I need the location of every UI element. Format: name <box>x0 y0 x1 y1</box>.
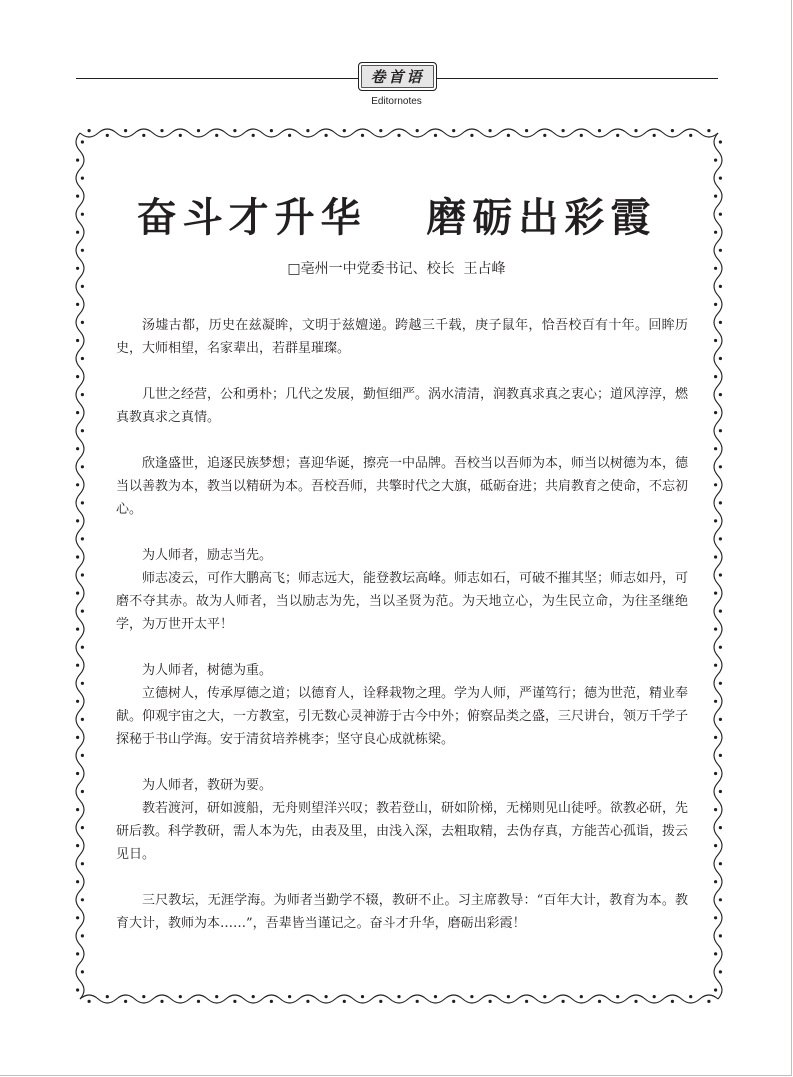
vine-leaf <box>719 682 722 685</box>
vine-leaf <box>452 1000 455 1003</box>
vine-leaf <box>598 129 601 132</box>
vine-leaf <box>88 129 91 132</box>
vine-leaf <box>719 898 722 901</box>
vine-leaf <box>543 995 546 998</box>
vine-leaf <box>76 159 79 162</box>
vine-leaf <box>719 610 722 613</box>
vine-leaf <box>76 700 79 703</box>
vine-leaf <box>81 140 84 143</box>
vine-leaf <box>719 537 722 540</box>
vine-leaf <box>525 1000 528 1003</box>
vine-leaf <box>714 736 717 739</box>
vine-leaf <box>81 393 84 396</box>
header-rule-right <box>437 78 718 79</box>
paragraph: 几世之经营，公和勇朴；几代之发展，勤恒细严。涡水清清，润教真求真之衷心；道风淳淳，燃真教真求之真情。 <box>116 387 689 425</box>
vine-leaf <box>306 1000 309 1003</box>
vine-leaf <box>81 826 84 829</box>
vine-leaf <box>233 1000 236 1003</box>
vine-leaf <box>76 916 79 919</box>
vine-leaf <box>76 339 79 342</box>
vine-leaf <box>543 134 546 137</box>
vine-leaf <box>714 700 717 703</box>
vine-leaf <box>719 285 722 288</box>
vine-leaf <box>489 1000 492 1003</box>
vine-leaf <box>714 592 717 595</box>
vine-leaf <box>306 129 309 132</box>
vine-leaf <box>179 995 182 998</box>
vine-leaf <box>325 995 328 998</box>
vine-leaf <box>81 610 84 613</box>
vine-leaf <box>470 995 473 998</box>
vine-leaf <box>81 862 84 865</box>
vine-leaf <box>81 790 84 793</box>
vine-leaf <box>88 1000 91 1003</box>
vine-leaf <box>325 134 328 137</box>
vine-leaf <box>179 134 182 137</box>
vine-leaf <box>416 129 419 132</box>
vine-leaf <box>215 134 218 137</box>
vine-leaf <box>707 129 710 132</box>
vine-leaf <box>719 321 722 324</box>
vine-leaf <box>452 129 455 132</box>
vine-leaf <box>252 995 255 998</box>
vine-leaf <box>689 134 692 137</box>
vine-leaf <box>719 357 722 360</box>
column-tab <box>358 62 437 91</box>
paragraph: 欣逢盛世，追逐民族梦想；喜迎华诞，擦亮一中品牌。吾校当以吾师为本，师当以树德为本，德当以善教为本，教当以精研为本。吾校吾师，共擎时代之大旗，砥砺奋进；共肩教育之使命，不忘初心。 <box>116 456 689 517</box>
vine-leaf <box>714 664 717 667</box>
vine-leaf <box>76 844 79 847</box>
vine-leaf <box>580 134 583 137</box>
vine-leaf <box>719 573 722 576</box>
vine-leaf <box>714 159 717 162</box>
vine-leaf <box>361 995 364 998</box>
vine-leaf <box>81 501 84 504</box>
paragraph: 立德树人，传承厚德之道；以德育人，诠释栽物之理。学为人师，严谨笃行；德为世范，精业奉献。仰观宇宙之大，一方教室，引无数心灵神游于古今中外；俯察品类之盛，三尺讲台，领万千学子探秘于书山学海。安于清贫培养桃李；坚守良心成就栋梁。 <box>116 686 689 747</box>
vine-leaf <box>76 592 79 595</box>
vine-leaf <box>81 682 84 685</box>
vine-leaf <box>270 129 273 132</box>
article-body <box>116 314 688 935</box>
vine-leaf <box>343 129 346 132</box>
vine-leaf <box>714 844 717 847</box>
vine-leaf <box>81 646 84 649</box>
vine-leaf <box>719 970 722 973</box>
vine-leaf <box>124 129 127 132</box>
vine-leaf <box>719 177 722 180</box>
vine-leaf <box>379 1000 382 1003</box>
vine-leaf <box>507 995 510 998</box>
vine-leaf <box>719 393 722 396</box>
vine-leaf <box>719 754 722 757</box>
vine-leaf <box>343 1000 346 1003</box>
paragraph: 汤墟古都，历史在兹凝眸，文明于兹嬗递。跨越三千载，庚子鼠年，恰吾校百有十年。回眸历史，大师相望，名家辈出，若群星璀璨。 <box>116 318 688 356</box>
vine-leaf <box>76 519 79 522</box>
vine-leaf <box>671 1000 674 1003</box>
vine-leaf <box>714 375 717 378</box>
vine-leaf <box>397 134 400 137</box>
vine-leaf <box>719 646 722 649</box>
vine-leaf <box>714 447 717 450</box>
vine-leaf <box>525 129 528 132</box>
vine-leaf <box>76 628 79 631</box>
vine-leaf <box>719 826 722 829</box>
vine-leaf <box>653 134 656 137</box>
section-heading: 为人师者，教研为要。 <box>142 778 273 793</box>
vine-leaf <box>81 285 84 288</box>
vine-leaf <box>197 129 200 132</box>
vine-leaf <box>215 995 218 998</box>
section-heading: 为人师者，树德为重。 <box>142 663 273 678</box>
vine-leaf <box>76 988 79 991</box>
vine-leaf <box>81 357 84 360</box>
vine-leaf <box>671 129 674 132</box>
vine-leaf <box>270 1000 273 1003</box>
vine-leaf <box>81 249 84 252</box>
vine-leaf <box>81 898 84 901</box>
vine-leaf <box>81 718 84 721</box>
vine-leaf <box>81 321 84 324</box>
paragraph: 师志凌云，可作大鹏高飞；师志远大，能登教坛高峰。师志如石，可破不摧其坚；师志如丹，可磨不夺其赤。故为人师者，当以励志为先，当以圣贤为范。为天地立心，为生民立命，为往圣继绝学，为万世开太平！ <box>116 571 689 632</box>
vine-leaf <box>616 134 619 137</box>
vine-leaf <box>76 736 79 739</box>
vine-leaf <box>714 339 717 342</box>
vine-leaf <box>616 995 619 998</box>
vine-leaf <box>81 465 84 468</box>
vine-leaf <box>76 952 79 955</box>
vine-leaf <box>81 573 84 576</box>
vine-leaf <box>397 995 400 998</box>
vine-leaf <box>719 934 722 937</box>
vine-leaf <box>580 995 583 998</box>
vine-leaf <box>719 140 722 143</box>
vine-leaf <box>76 808 79 811</box>
vine-leaf <box>714 519 717 522</box>
vine-leaf <box>470 134 473 137</box>
vine-leaf <box>76 772 79 775</box>
vine-leaf <box>719 501 722 504</box>
vine-leaf <box>489 129 492 132</box>
vine-leaf <box>653 995 656 998</box>
vine-leaf <box>160 129 163 132</box>
vine-leaf <box>76 303 79 306</box>
vine-leaf <box>233 129 236 132</box>
vine-leaf <box>634 1000 637 1003</box>
vine-leaf <box>76 880 79 883</box>
vine-leaf <box>197 1000 200 1003</box>
vine-leaf <box>81 429 84 432</box>
vine-leaf <box>142 995 145 998</box>
vine-leaf <box>434 134 437 137</box>
section-heading: 为人师者，励志当先。 <box>142 548 273 563</box>
vine-leaf <box>124 1000 127 1003</box>
vine-leaf <box>81 177 84 180</box>
vine-leaf <box>719 790 722 793</box>
vine-leaf <box>142 134 145 137</box>
vine-leaf <box>714 555 717 558</box>
vine-leaf <box>634 129 637 132</box>
vine-leaf <box>507 134 510 137</box>
column-name: 卷首语 <box>370 68 425 86</box>
vine-leaf <box>76 483 79 486</box>
vine-leaf <box>714 952 717 955</box>
vine-leaf <box>707 1000 710 1003</box>
vine-leaf <box>160 1000 163 1003</box>
vine-leaf <box>714 988 717 991</box>
vine-leaf <box>81 934 84 937</box>
vine-leaf <box>106 134 109 137</box>
vine-leaf <box>714 808 717 811</box>
vine-leaf <box>562 129 565 132</box>
vine-leaf <box>714 916 717 919</box>
vine-leaf <box>252 134 255 137</box>
vine-leaf <box>714 303 717 306</box>
header-rule-left <box>76 78 358 79</box>
vine-leaf <box>562 1000 565 1003</box>
vine-leaf <box>714 772 717 775</box>
vine-leaf <box>719 249 722 252</box>
vine-leaf <box>76 375 79 378</box>
vine-leaf <box>719 718 722 721</box>
vine-leaf <box>598 1000 601 1003</box>
vine-leaf <box>379 129 382 132</box>
vine-leaf <box>714 483 717 486</box>
vine-leaf <box>689 995 692 998</box>
vine-leaf <box>76 555 79 558</box>
vine-leaf <box>434 995 437 998</box>
vine-leaf <box>81 537 84 540</box>
vine-leaf <box>416 1000 419 1003</box>
vine-leaf <box>76 411 79 414</box>
vine-leaf <box>719 862 722 865</box>
paragraph: 教若渡河，研如渡船，无舟则望洋兴叹；教若登山，研如阶梯，无梯则见山徒呼。欲教必研，先研后教。科学教研，需人本为先，由表及里，由浅入深，去粗取精，去伪存真，方能苦心孤诣，拨云见日。 <box>116 801 689 862</box>
vine-leaf <box>81 754 84 757</box>
article-title: 奋斗才升华 磨砺出彩霞 <box>136 194 657 241</box>
vine-leaf <box>719 465 722 468</box>
vine-leaf <box>714 880 717 883</box>
vine-leaf <box>288 995 291 998</box>
vine-leaf <box>76 447 79 450</box>
paragraph: 三尺教坛，无涯学海。为师者当勤学不辍，教研不止。习主席教导：“百年大计，教育为本。教育大计，教师为本……”，吾辈皆当谨记之。奋斗才升华，磨砺出彩霞！ <box>116 893 688 931</box>
vine-leaf <box>81 970 84 973</box>
vine-leaf <box>719 429 722 432</box>
vine-leaf <box>76 664 79 667</box>
vine-leaf <box>714 628 717 631</box>
column-subtitle: Editornotes <box>371 96 422 107</box>
author-line: □亳州一中党委书记、校长 王占峰 <box>287 261 506 277</box>
vine-leaf <box>361 134 364 137</box>
vine-leaf <box>714 411 717 414</box>
vine-leaf <box>106 995 109 998</box>
vine-leaf <box>288 134 291 137</box>
